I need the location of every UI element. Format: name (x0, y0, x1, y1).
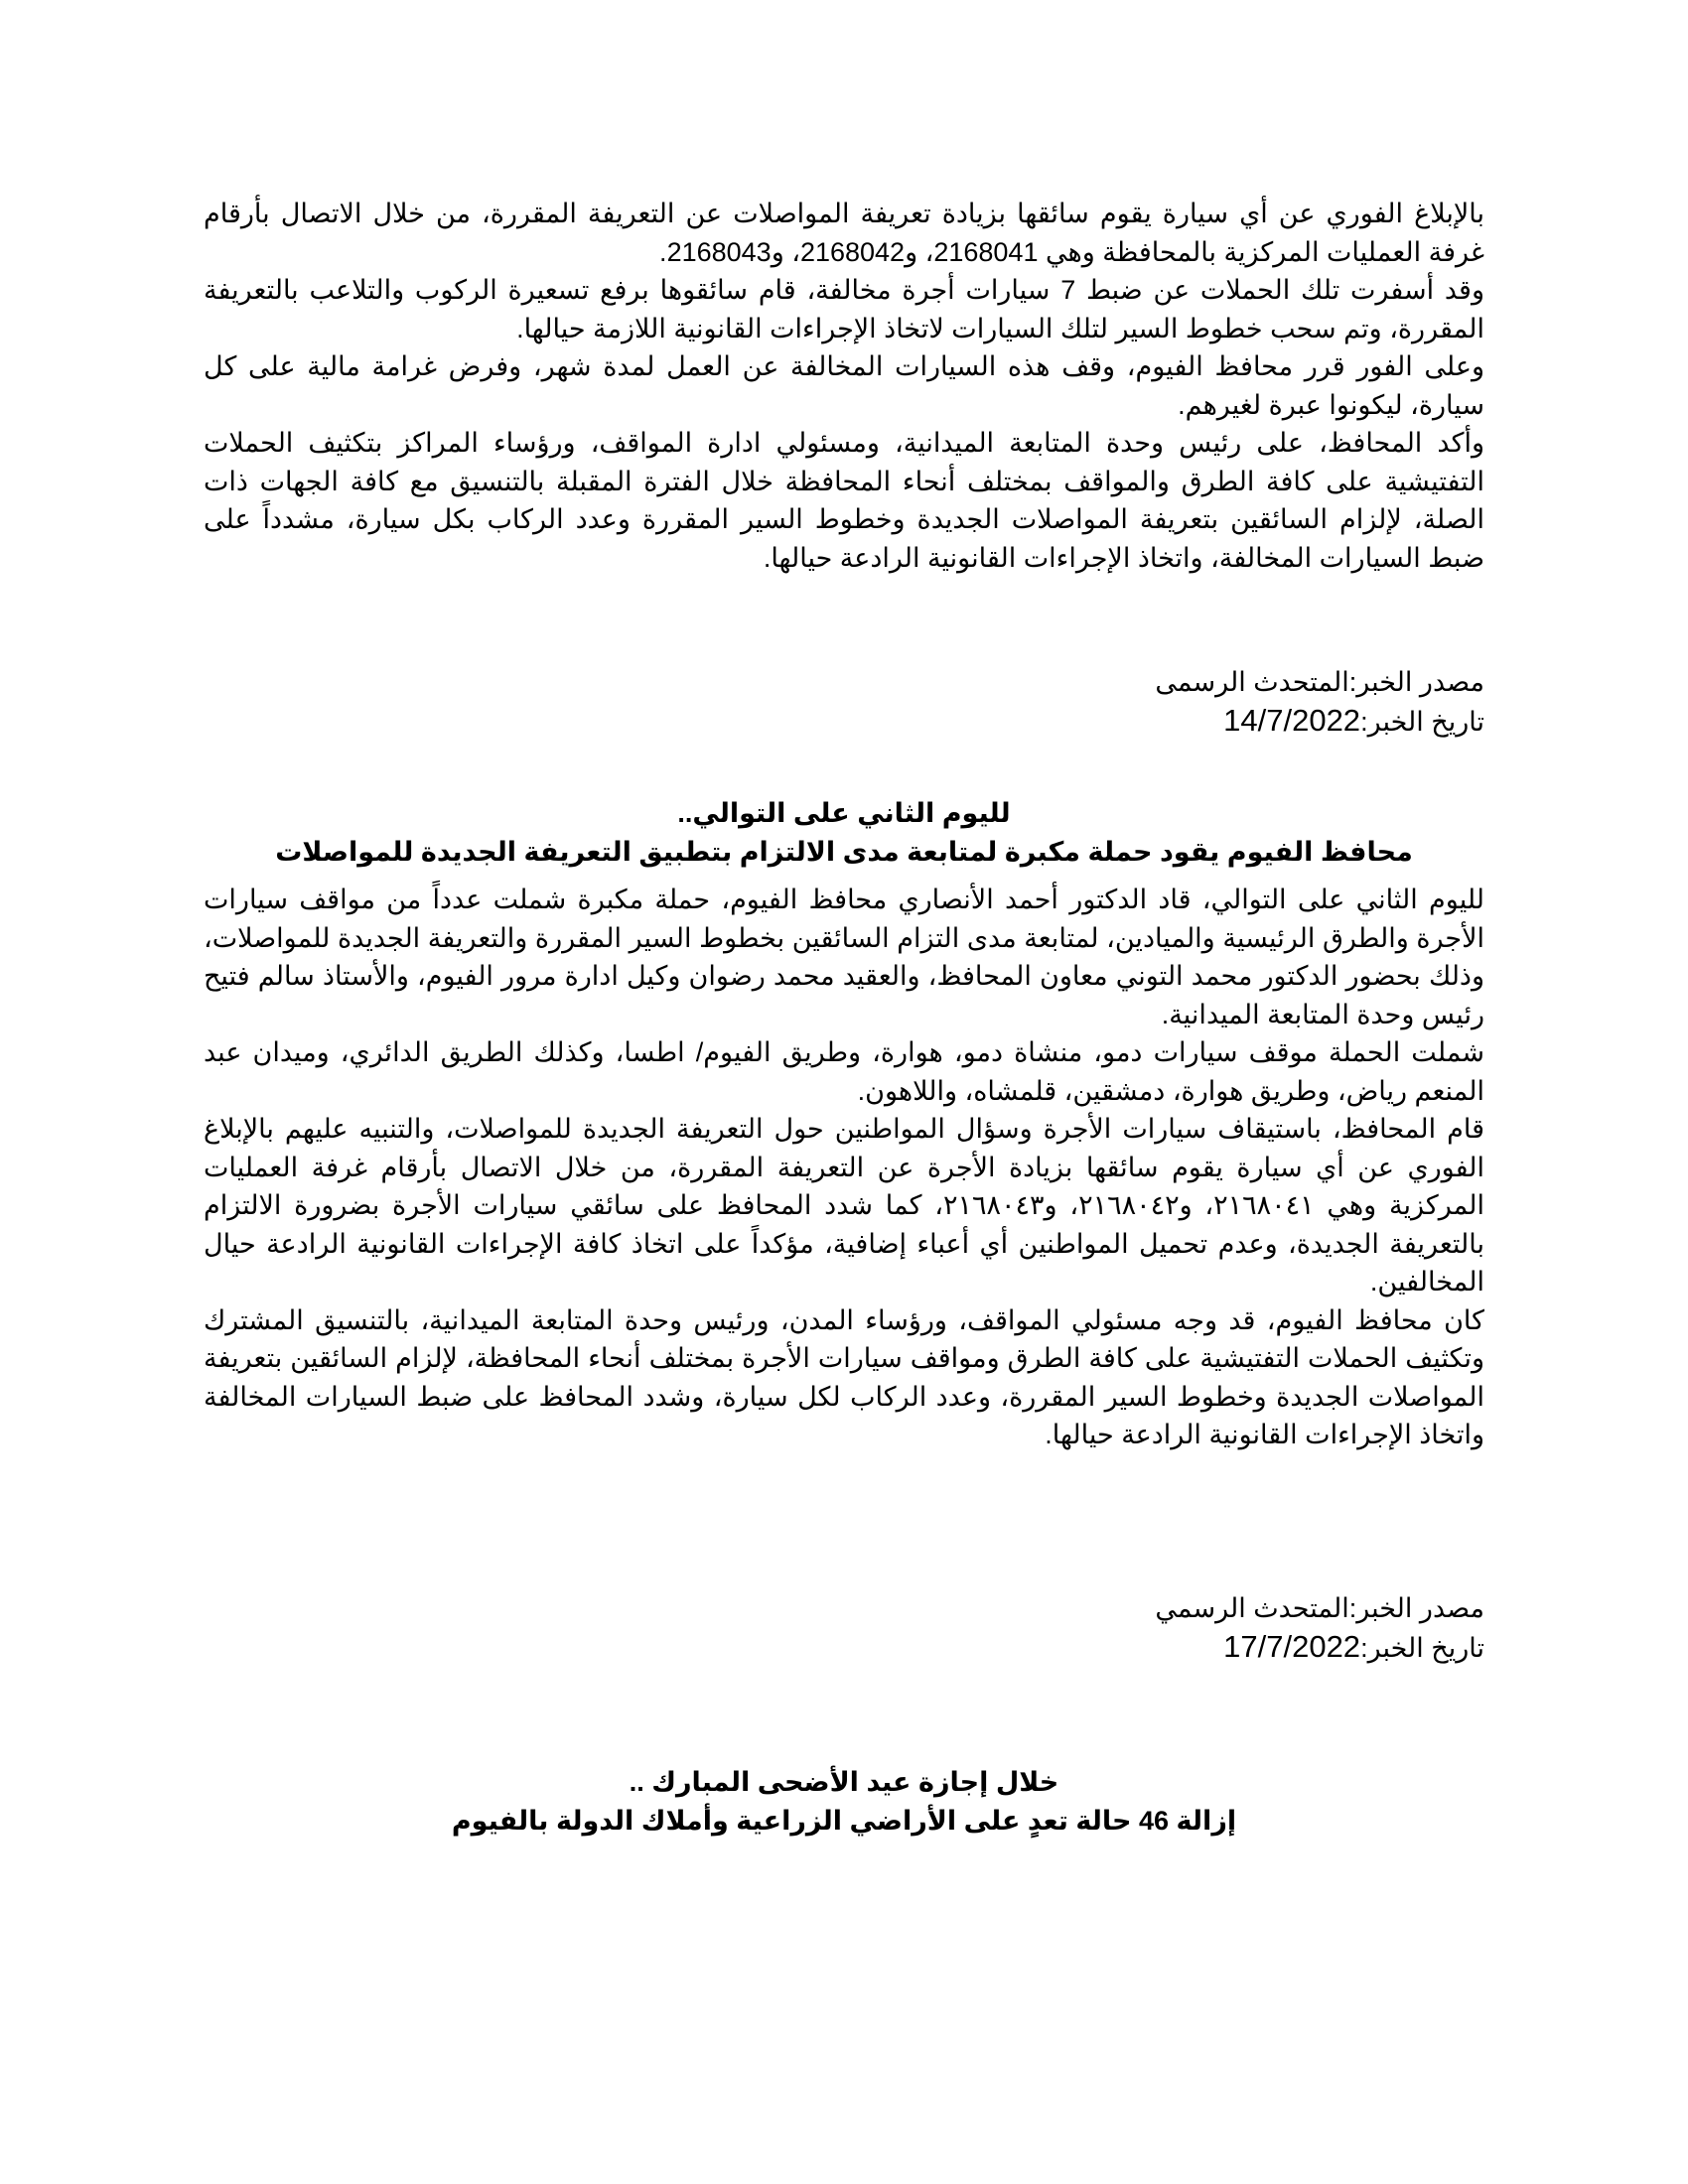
article-top-body (204, 195, 1484, 577)
article-second-paragraph-2: شملت الحملة موقف سيارات دمو، منشاة دمو، هوارة، وطريق الفيوم/ اطسا، وكذلك الطريق الدائري، وميدان عبد المنعم رياض، وطريق هوارة، دمشقين، قلمشاه، واللاهون. (204, 1037, 1484, 1106)
article-second-paragraph-3: قام المحافظ، باستيقاف سيارات الأجرة وسؤال المواطنين حول التعريفة الجديدة للمواصلات، والتنبيه عليهم بالإبلاغ الفوري عن أي سيارة يقوم سائقها بزيادة الأجرة عن التعريفة المقررة، من خلال الاتصال بأرقام غرفة العمليات المركزية وهي ٢١٦٨٠٤١، و٢١٦٨٠٤٢، و٢١٦٨٠٤٣، كما شدد المحافظ على سائقي سيارات الأجرة بضرورة الالتزام بالتعريفة الجديدة، وعدم تحميل المواطنين أي أعباء إضافية، مؤكداً على اتخاذ كافة الإجراءات القانونية الرادعة حيال المخالفين. (204, 1114, 1484, 1297)
article-top-paragraph-2: وقد أسفرت تلك الحملات عن ضبط 7 سيارات أجرة مخالفة، قام سائقوها برفع تسعيرة الركوب والتلاعب بالتعريفة المقررة، وتم سحب خطوط السير لتلك السيارات لاتخاذ الإجراءات القانونية اللازمة حيالها. (204, 275, 1484, 343)
news-date-value: 14/7/2022 (1223, 702, 1361, 738)
article-top-meta (204, 663, 1484, 741)
news-date-value: 17/7/2022 (1223, 1628, 1361, 1664)
news-date-label: تاريخ الخبر: (1360, 1632, 1484, 1663)
article-second-meta (204, 1589, 1484, 1667)
article-top-paragraph-3: وعلى الفور قرر محافظ الفيوم، وقف هذه السيارات المخالفة عن العمل لمدة شهر، وفرض غرامة مالية على كل سيارة، ليكونوا عبرة لغيرهم. (204, 351, 1484, 420)
article-second-heading (204, 794, 1484, 872)
news-source: مصدر الخبر:المتحدث الرسمى (1155, 667, 1484, 697)
article-second-paragraph-4: كان محافظ الفيوم، قد وجه مسئولي المواقف، ورؤساء المدن، ورئيس وحدة المتابعة الميدانية، بالتنسيق المشترك وتكثيف الحملات التفتيشية على كافة الطرق ومواقف سيارات الأجرة بمختلف أنحاء المحافظة، لإلزام السائقين بتعريفة المواصلات الجديدة وخطوط السير المقررة، وعدد الركاب لكل سيارة، وشدد المحافظ على ضبط السيارات المخالفة واتخاذ الإجراءات القانونية الرادعة حيالها. (204, 1304, 1484, 1449)
article-kicker: خلال إجازة عيد الأضحى المبارك .. (629, 1767, 1059, 1797)
article-headline: إزالة 46 حالة تعدٍ على الأراضي الزراعية وأملاك الدولة بالفيوم (451, 1806, 1237, 1836)
article-kicker: لليوم الثاني على التوالي.. (677, 798, 1011, 828)
news-date (204, 1628, 1484, 1668)
article-second-body (204, 881, 1484, 1454)
article-headline: محافظ الفيوم يقود حملة مكبرة لمتابعة مدى الالتزام بتطبيق التعريفة الجديدة للمواصلات (275, 837, 1413, 867)
article-third-heading (204, 1763, 1484, 1841)
article-top-paragraph-4: وأكد المحافظ، على رئيس وحدة المتابعة الميدانية، ومسئولي ادارة المواقف، ورؤساء المراكز بتكثيف الحملات التفتيشية على كافة الطرق والمواقف بمختلف أنحاء المحافظة خلال الفترة المقبلة بالتنسيق مع كافة الجهات ذات الصلة، لإلزام السائقين بتعريفة المواصلات الجديدة وخطوط السير المقررة وعدد الركاب بكل سيارة، مشدداً على ضبط السيارات المخالفة، واتخاذ الإجراءات القانونية الرادعة حيالها. (204, 428, 1484, 573)
article-top-paragraph-1: بالإبلاغ الفوري عن أي سيارة يقوم سائقها بزيادة تعريفة المواصلات عن التعريفة المقررة، من خلال الاتصال بأرقام غرفة العمليات المركزية بالمحافظة وهي 2168041، و2168042، و2168043. (204, 199, 1484, 267)
article-second-paragraph-1: لليوم الثاني على التوالي، قاد الدكتور أحمد الأنصاري محافظ الفيوم، حملة مكبرة شملت عدداً من مواقف سيارات الأجرة والطرق الرئيسية والميادين، لمتابعة مدى التزام السائقين بخطوط السير المقررة والتعريفة الجديدة للمواصلات، وذلك بحضور الدكتور محمد التوني معاون المحافظ، والعقيد محمد رضوان وكيل ادارة مرور الفيوم، والأستاذ سالم فتيح رئيس وحدة المتابعة الميدانية. (204, 885, 1484, 1029)
news-date-label: تاريخ الخبر: (1360, 706, 1484, 737)
news-source: مصدر الخبر:المتحدث الرسمي (1155, 1593, 1484, 1623)
news-date (204, 702, 1484, 742)
